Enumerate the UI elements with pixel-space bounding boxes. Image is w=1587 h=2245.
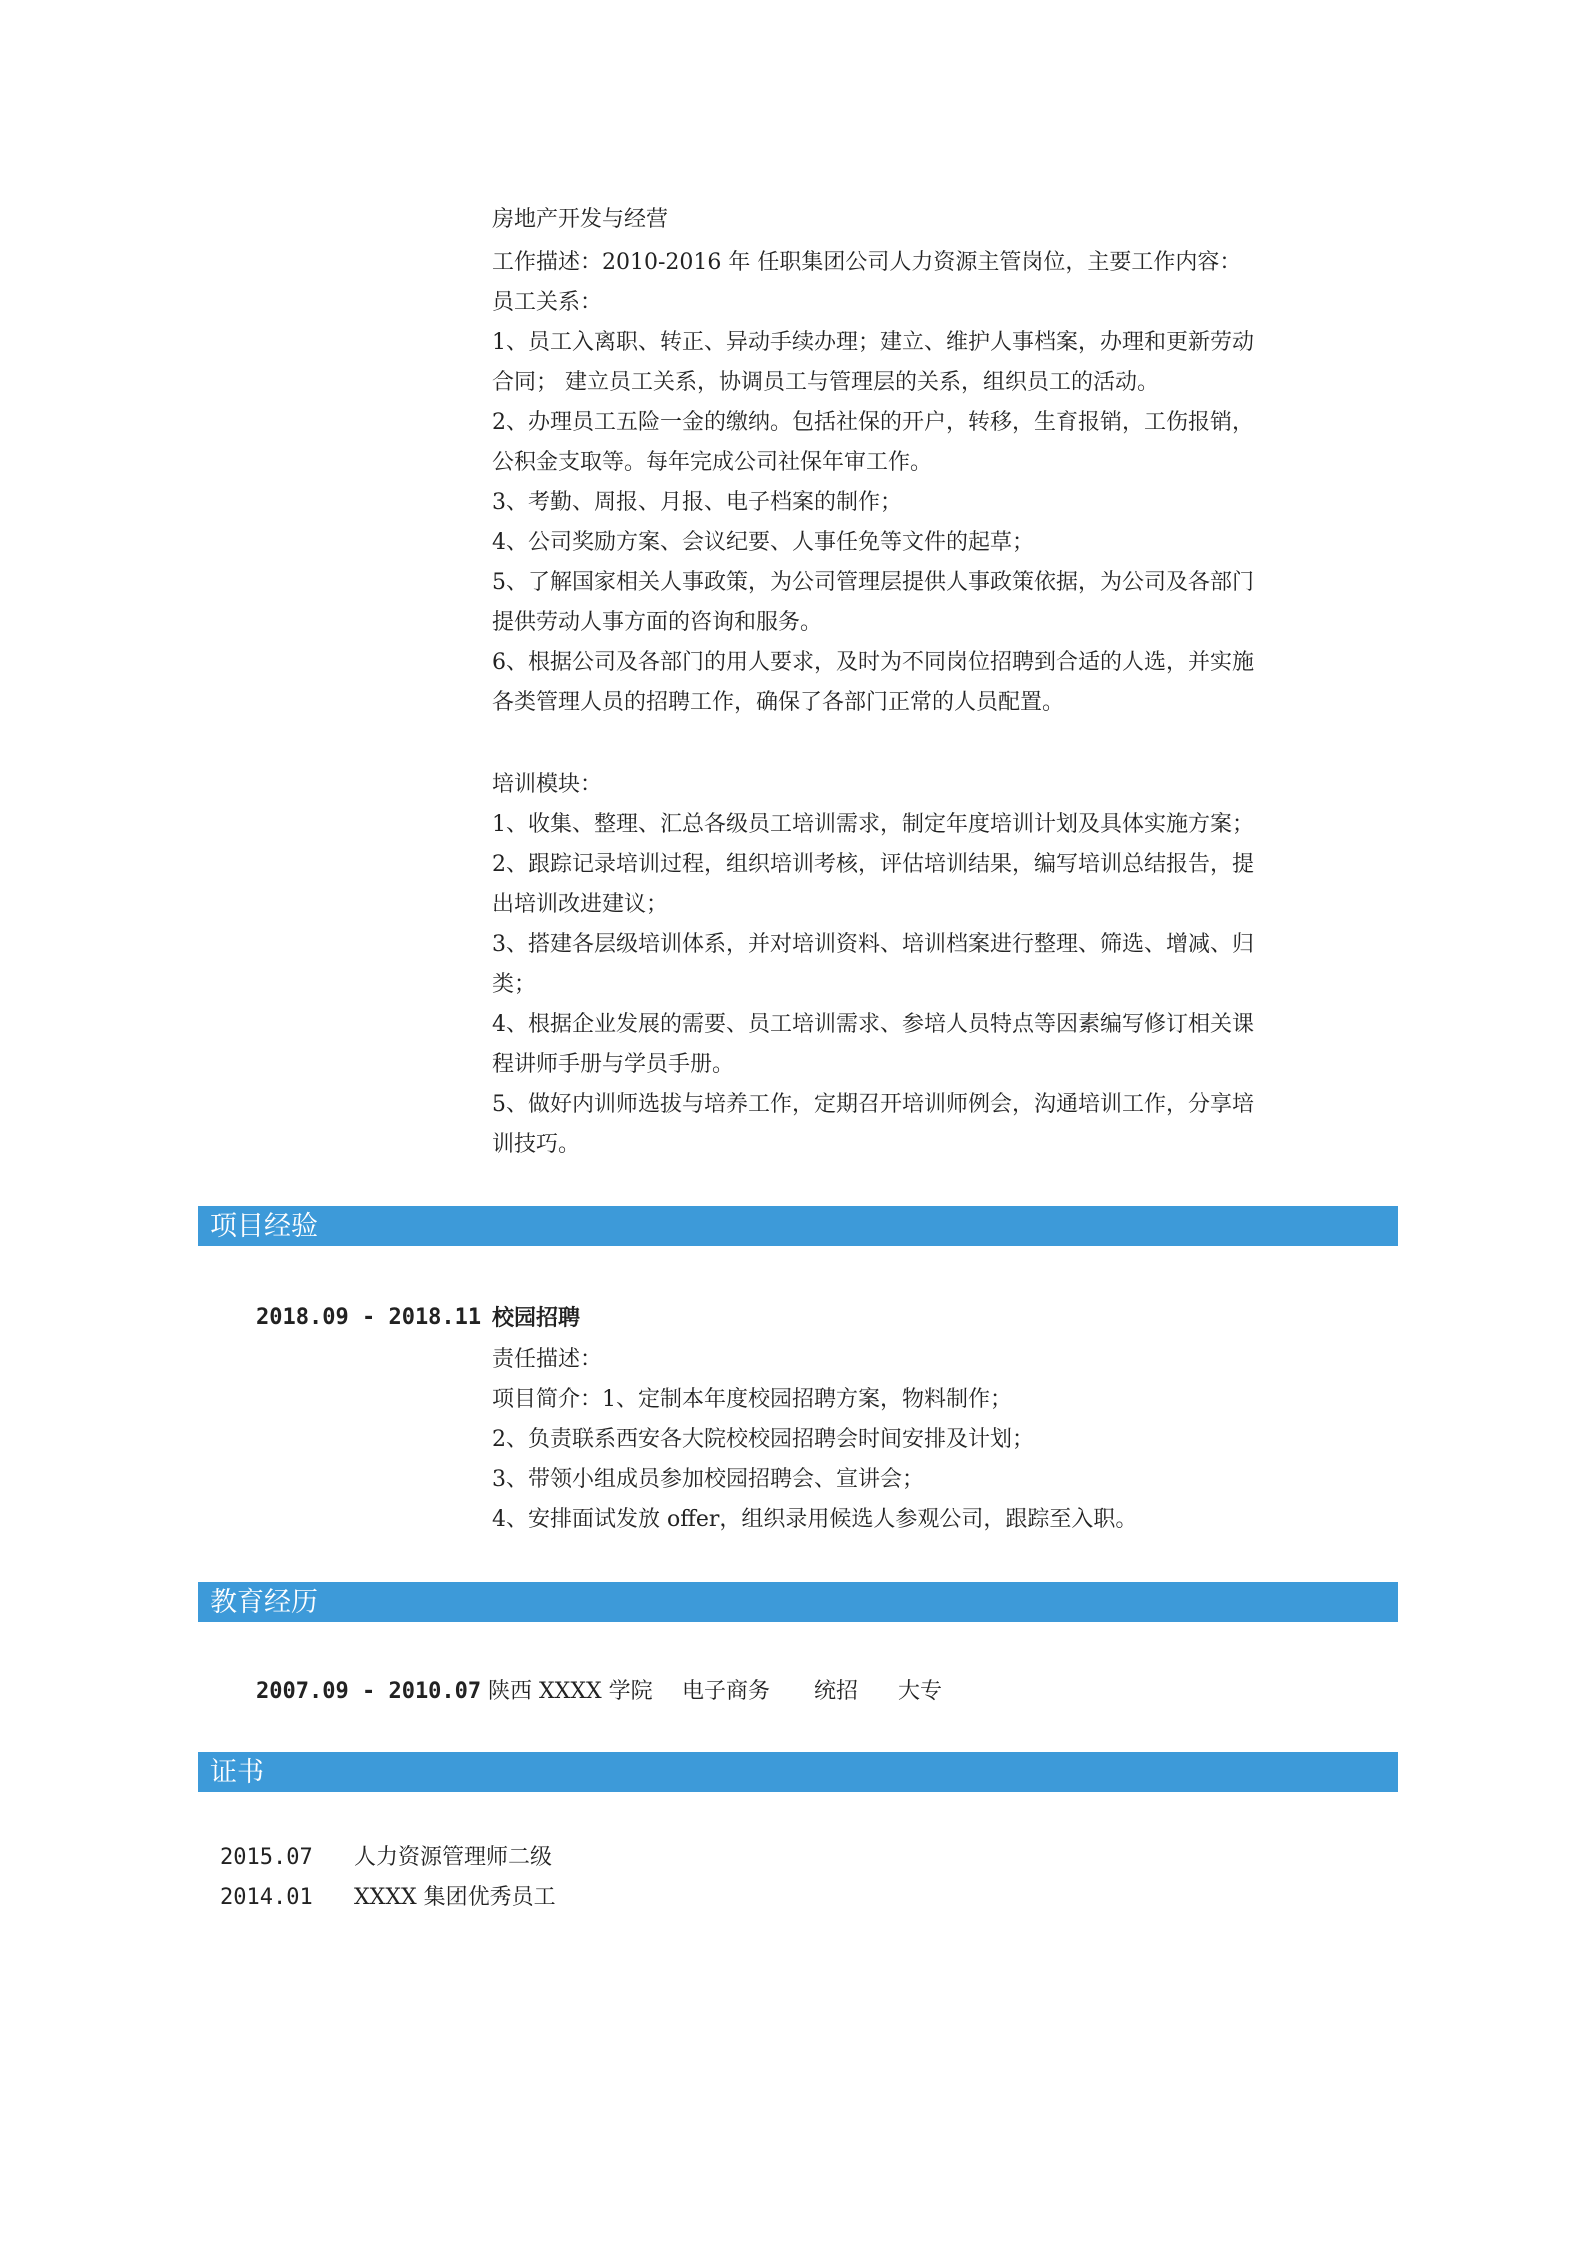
project-name: 校园招聘 <box>492 1305 581 1331</box>
project-line: 4、安排面试发放 offer，组织录用候选人参观公司，跟踪至入职。 <box>492 1507 1138 1532</box>
project-line: 责任描述： <box>492 1347 603 1372</box>
work-line: 2、办理员工五险一金的缴纳。包括社保的开户，转移，生育报销，工伤报销， <box>492 410 1254 435</box>
work-line: 公积金支取等。每年完成公司社保年审工作。 <box>492 450 933 475</box>
section-title: 教育经历 <box>210 1587 318 1618</box>
training-line: 1、收集、整理、汇总各级员工培训需求，制定年度培训计划及具体实施方案； <box>492 812 1254 837</box>
training-line: 程讲师手册与学员手册。 <box>492 1052 735 1077</box>
training-line: 培训模块： <box>492 772 603 797</box>
training-line: 3、搭建各层级培训体系，并对培训资料、培训档案进行整理、筛选、增减、归 <box>492 932 1254 957</box>
project-line: 2、负责联系西安各大院校校园招聘会时间安排及计划； <box>492 1427 1034 1452</box>
project-date: 2018.09 - 2018.11 <box>256 1305 482 1330</box>
work-line: 各类管理人员的招聘工作，确保了各部门正常的人员配置。 <box>492 690 1065 715</box>
education-school: 陕西 XXXX 学院 <box>488 1679 653 1704</box>
work-line: 1、员工入离职、转正、异动手续办理；建立、维护人事档案，办理和更新劳动 <box>492 330 1254 355</box>
work-line: 4、公司奖励方案、会议纪要、人事任免等文件的起草； <box>492 530 1034 555</box>
training-line: 2、跟踪记录培训过程，组织培训考核，评估培训结果，编写培训总结报告，提 <box>492 852 1254 877</box>
training-line: 出培训改进建议； <box>492 892 669 917</box>
project-section-header <box>198 1206 1398 1246</box>
work-line: 5、了解国家相关人事政策，为公司管理层提供人事政策依据，为公司及各部门 <box>492 570 1254 595</box>
work-line: 员工关系： <box>492 290 603 315</box>
education-major: 电子商务 <box>682 1679 771 1704</box>
training-line: 类； <box>492 972 537 997</box>
certificate-name: XXXX 集团优秀员工 <box>354 1885 556 1910</box>
section-title: 项目经验 <box>210 1211 318 1242</box>
education-section-header <box>198 1582 1398 1622</box>
education-type: 统招 <box>814 1679 859 1704</box>
education-degree: 大专 <box>898 1679 943 1704</box>
work-industry: 房地产开发与经营 <box>492 207 669 232</box>
training-line: 5、做好内训师选拔与培养工作，定期召开培训师例会，沟通培训工作，分享培 <box>492 1092 1254 1117</box>
certificate-date: 2014.01 <box>220 1885 313 1910</box>
work-line: 提供劳动人事方面的咨询和服务。 <box>492 610 823 635</box>
work-line: 3、考勤、周报、月报、电子档案的制作； <box>492 490 902 515</box>
project-line: 3、带领小组成员参加校园招聘会、宣讲会； <box>492 1467 924 1492</box>
education-date: 2007.09 - 2010.07 <box>256 1679 482 1704</box>
work-line: 合同； 建立员工关系，协调员工与管理层的关系，组织员工的活动。 <box>492 370 1159 395</box>
certificate-name: 人力资源管理师二级 <box>354 1845 553 1870</box>
training-line: 4、根据企业发展的需要、员工培训需求、参培人员特点等因素编写修订相关课 <box>492 1012 1254 1037</box>
work-line: 工作描述：2010-2016 年 任职集团公司人力资源主管岗位，主要工作内容： <box>492 250 1242 275</box>
certificates-section-header <box>198 1752 1398 1792</box>
section-title: 证书 <box>210 1757 264 1788</box>
certificate-date: 2015.07 <box>220 1845 313 1870</box>
training-line: 训技巧。 <box>492 1132 581 1157</box>
work-line: 6、根据公司及各部门的用人要求，及时为不同岗位招聘到合适的人选，并实施 <box>492 650 1254 675</box>
project-line: 项目简介：1、定制本年度校园招聘方案，物料制作； <box>492 1387 1012 1412</box>
